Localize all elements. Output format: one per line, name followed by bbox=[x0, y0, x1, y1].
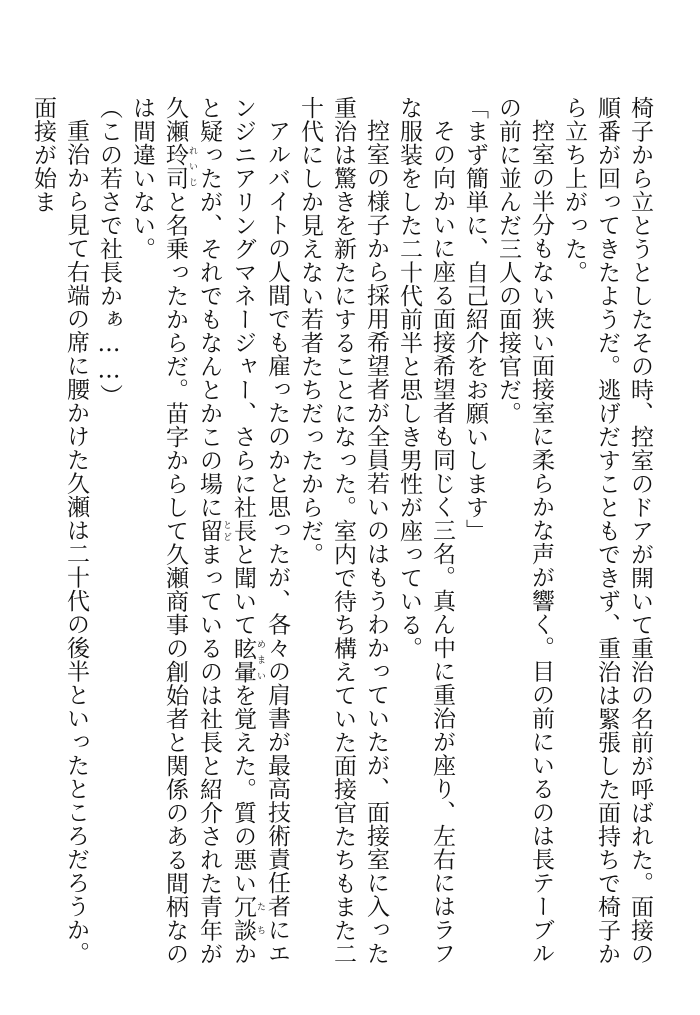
ruby-reading: とど bbox=[221, 519, 231, 543]
paragraph-6 bbox=[125, 96, 293, 976]
ruby-word bbox=[196, 519, 231, 543]
ruby-word bbox=[230, 895, 265, 942]
paragraph-1: 椅子から立とうとしたその時、控室のドアが開いて重治の名前が呼ばれた。面接の順番が回ってきたようだ。逃げだすこともできず、重治は緊張した面持ちで椅子から立ち上がった。 bbox=[561, 96, 653, 966]
text-run: と名乗ったからだ。苗字からして久瀬商事の創始者と関係のある間柄なのは間違いない。 bbox=[129, 96, 188, 966]
ruby-base: 眩暈 bbox=[230, 636, 256, 684]
ruby-reading: めまい bbox=[255, 636, 265, 684]
paragraph-7: （この若さで社長かぁ……） bbox=[96, 96, 122, 408]
text-run: まっているのは社長と紹介された青年が久瀬 bbox=[162, 96, 222, 966]
ruby-word bbox=[162, 143, 197, 190]
text-run: アルバイトの人間でも雇ったのかと思ったが、各々の肩書が最高技術責任者にエンジニアリングマネージャー、さらに社長と聞いて bbox=[230, 96, 290, 965]
vertical-text-body bbox=[30, 96, 656, 976]
paragraph-2: 控室の半分もない狭い面接室に柔らかな声が響く。目の前にいるのは長テーブルの前に並んだ三人の面接官だ。 bbox=[495, 96, 554, 965]
ruby-reading: たち bbox=[255, 895, 265, 942]
text-run: かと疑ったが、それでもなんとかこの場に bbox=[196, 96, 256, 966]
ruby-base: 冗談 bbox=[230, 895, 256, 942]
ruby-base: 留 bbox=[196, 519, 222, 543]
ruby-reading: れいじ bbox=[187, 143, 197, 190]
ruby-word bbox=[230, 636, 265, 684]
paragraph-5: 控室の様子から採用希望者が全員若いのはもうわかっていたが、面接室に入った重治は驚きを新たにすることになった。室内で待ち構えていた面接官たちもまた二十代にしか見えない若者たちだったからだ。 bbox=[297, 96, 389, 966]
paragraph-8: 重治から見て右端の席に腰かけた久瀬は二十代の後半といったところだろうか。面接が始ま bbox=[30, 96, 89, 965]
ruby-base: 玲司 bbox=[162, 143, 188, 190]
paragraph-4: その向かいに座る面接希望者も同じく三名。真ん中に重治が座り、左右にはラフな服装をした二十代前半と思しき男性が座っている。 bbox=[396, 96, 455, 965]
paragraph-3: 「まず簡単に、自己紹介をお願いします」 bbox=[462, 96, 488, 543]
text-run: を覚えた。質の悪い bbox=[230, 683, 256, 895]
